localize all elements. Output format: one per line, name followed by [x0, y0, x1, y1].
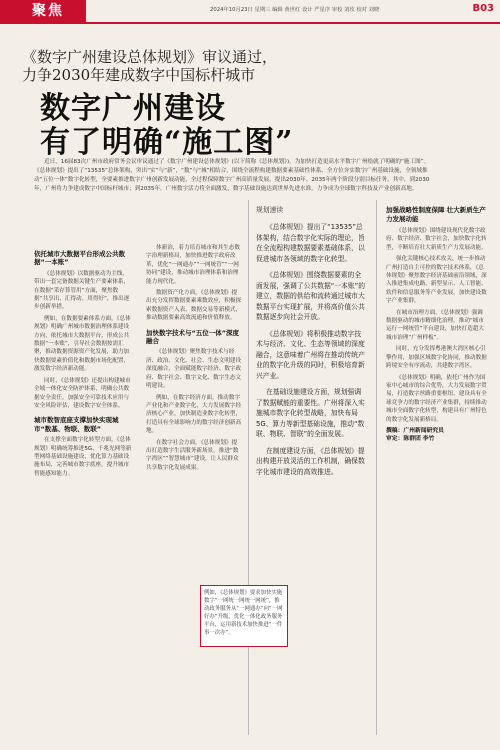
section-tag: 聚焦	[0, 0, 86, 22]
quick-read-item: 《总体规划》提出了“13535”总体架构，结合数字化实际的理论，旨在全流程构建数据要素基础体系，以促进城市各领域的数字化转型。	[256, 223, 365, 263]
paragraph: 强化关键核心技术攻关，统一步推动广州打造自主可控的数字技术体系，《总体规划》聚焦数字经济基础前沿领域，深入推进集成电路、新型显示、人工智能、软件和信息服务等产业发展，加快建设数字产业集群。	[386, 256, 487, 305]
sidebar-heading: 加强战略性制度保障 壮大新质生产力发展动能	[386, 206, 486, 223]
headline-line: 数字广州建设	[40, 91, 226, 126]
paragraph: 《总体规划》围绕建设现代化数字政府、数字经济、数字社会，加快数字化转型，不断培育壮大新质生产力发展动能。	[386, 228, 487, 251]
subheading: 城市数智底座支撑加快实现城市“数基、物联、数联”	[34, 416, 119, 433]
kicker	[22, 48, 462, 84]
paragraph: 例如，在数字经济方面，推动数字产业化和产业数字化，大力发展数字经济核心产业，加快制造业数字化转型，打造具有全球影响力的数字经济创新高地。	[146, 394, 242, 435]
column-4	[386, 206, 488, 444]
paragraph: 《总体规划》明确，依托广州作为国家中心城市的综合优势，大力发展数字贸易，打造数字丝路重要枢纽，建设具有全球竞争力的数字经济产业集群，持续推动城市全面数字化转型，构建具有广州特色的数字化发展新格局。	[386, 374, 487, 423]
lede: 近日，16届83次广州市政府常务会议审议通过了《数字广州建设总体规划》(以下简称《总体规划》)，为加快打造更高水平数字广州绘就了明确的“施工图”。《总体规划》提出了“13535”总体架构，突出“实”与“新”，“数”与“城”相结合，围绕全流程构建数据要素基础性体系、全方位夯实数字广州基础设施，全领域推动“五位一体”数字化转型，全要素推进数字广州创新发展动能，全过程保障数字广州高质量发展，提出2030年、2035年两个阶段分别目标任务。其中，到2030年，广州将力争建成数字中国标杆城市；到2035年，广州数字活力将全面激发，数字基础设施达到世界先进水准，力争成为全球数字科技及产业创新高地。	[34, 159, 430, 192]
page-number: B03	[472, 3, 494, 14]
subheading: 加快数字技术与“五位一体”深度融合	[146, 328, 240, 346]
paragraph: 例如，在数据要素体系方面，《总体规划》明确广州城市数据治理体系建设方向，依托城市大数据平台，形成公共数据“一本账”，引导社会数据按需汇聚，推动数据资源资产化发展，助力加快数据要素价值化和数据市场化配置，激发数字经济新动能。	[34, 315, 131, 373]
column-divider	[376, 200, 377, 735]
header-rule	[0, 22, 500, 24]
column-3	[256, 206, 366, 483]
callout-box: 例如，《总体规划》要求加快实施数字“一网统一网统一网统”，推动政务服务从“一网通办”向“一网好办”升级，优化一体化政务服务平台，运用新技术加快推进“一件事一次办”。	[200, 585, 288, 647]
column-1	[34, 244, 132, 481]
paragraph: 同时，充分发挥粤港澳大湾区核心引擎作用，加强区域数字化协同，推动数据跨境安全有序流动，共建数字湾区。	[386, 346, 487, 370]
quick-read-item: 《总体规划》将积极推动数字技术与经济、文化、生态等领域的深度融合，这意味着广州将在推动传统产业的数字化升级的同时，积极培育新兴产业。	[256, 329, 365, 380]
paragraph: 《总体规划》聚焦数字技术与经济、政治、文化、社会、生态文明建设深度融合，全面赋能数字经济、数字政府、数字社会、数字文化、数字生态文明建设。	[146, 349, 242, 390]
kicker-line: 力争2030年建成数字中国标杆城市	[22, 66, 256, 84]
byline: 撰稿：广州新闻研究员 审定：陈群团 李竹	[386, 427, 444, 443]
headline-line: 有了明确“施工图”	[40, 125, 294, 160]
quick-read-label: 规划速读	[256, 206, 284, 214]
paragraph: 在基础设施建设方面，规划强调了数据赋能的重要性。广州将深入实施城市数字化转型战略，加快布局5G、算力等新型基础设施，推动“数联、物联、智联”的全面发展。	[256, 388, 365, 439]
column-2	[146, 244, 242, 475]
paragraph: 数据资产化方面，《总体规划》提出充分发挥数据要素乘数效应，积极探索数据资产入表、数据交易等新模式，推动数据要素高效流通和价值释放。	[146, 290, 242, 322]
kicker-line: 《数字广州建设总体规划》审议通过，	[22, 48, 278, 66]
paragraph: 在支撑全面数字化转型方面，《总体规划》明确统筹推进5G、千兆光网等新型网络基础设施建设，优化算力基础设施布局，完善城市数字底座，提升城市智能感知能力。	[34, 437, 132, 477]
header-info: 2024年10月23日 星期三 编辑 黄世红 设计 严星序 审校 刘玫 校对 刘晓	[210, 7, 380, 13]
subheading: 依托城市大数据平台形成公共数据“一本账”	[34, 250, 125, 267]
column-divider	[248, 200, 249, 735]
paragraph: 在制度建设方面，《总体规划》提出构建开放灵活的工作机制，确保数字化城市建设的高效推进。	[256, 446, 365, 476]
paragraph: 在数字社会方面，《总体规划》提出打造数字生活服务新场景，推进“数字湾区”“智慧城市”建设，让人民群众共享数字化发展成果。	[146, 439, 239, 471]
headline	[40, 92, 294, 160]
quick-read-item: 《总体规划》围绕数据要素的全面发展，强调了公共数据“一本账”的建立，数据的供给和流转通过城市大数据平台实现扩展，并将高价值公共数据逐步向社会开放。	[256, 271, 365, 322]
paragraph: 《总体规划》以数据驱动为主线，带出一套完备数据关键生产要素体系，在数据“采存算管用”方面，聚焦数据“共享出、汇得动、用得好”，推出逐步创新举措。	[34, 270, 130, 311]
paragraph: 体新治，着力培育城市和其生态数字治理新格局，加快推进数字政府改革，优化“一网通办”“一网统管”“一网协同”建设，推动城市治理体系和治理能力现代化。	[146, 245, 240, 285]
paragraph: 在城市治理方面，《总体规划》强调数据驱动的城市精细化治理，推动“城市运行一网统管”平台建设，加快打造超大城市治理“广州样板”。	[386, 309, 484, 341]
paragraph: 同时，《总体规划》还提出构建城市全域一体化安全防护体系，明确公共数据安全责任，加强安全可靠技术应用与安全风险评估，建设数字安全体系。	[34, 377, 131, 409]
